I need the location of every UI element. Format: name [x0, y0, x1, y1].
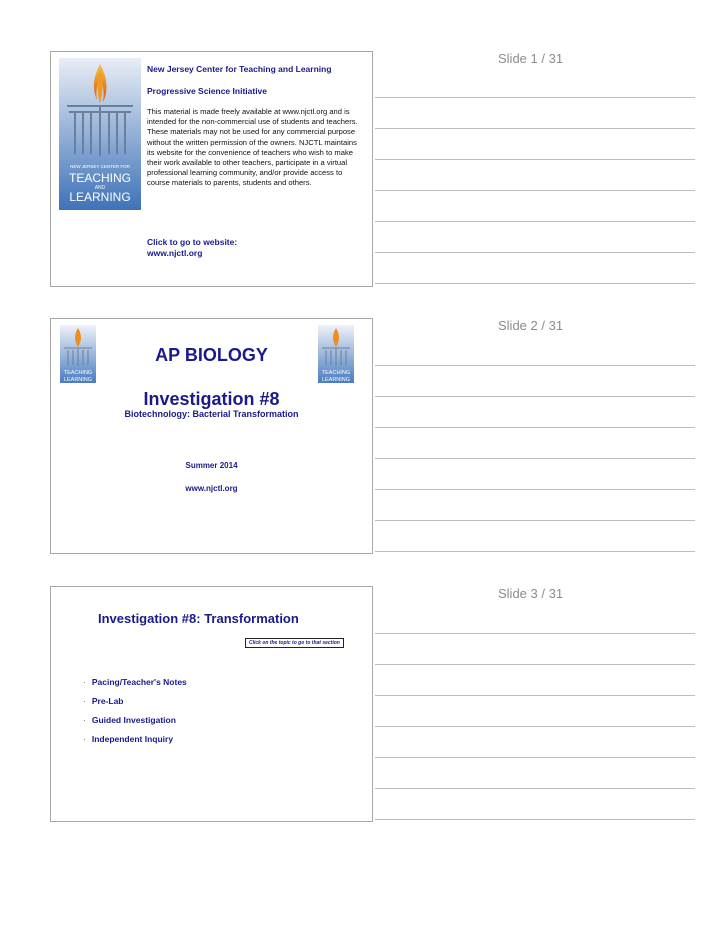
website-link-label: Click to go to website:	[147, 237, 238, 247]
topic-pre-lab[interactable]	[83, 696, 187, 715]
note-line	[375, 664, 695, 665]
slide-url[interactable]: www.njctl.org	[185, 484, 238, 493]
note-line	[375, 757, 695, 758]
logo-text-teaching: TEACHING	[63, 370, 93, 376]
slide-date: Summer 2014	[185, 461, 238, 470]
note-line	[375, 633, 695, 634]
note-line	[375, 283, 695, 284]
njctl-logo-icon	[59, 58, 141, 210]
note-line	[375, 97, 695, 98]
note-line	[375, 159, 695, 160]
note-line	[375, 819, 695, 820]
topic-label: Pacing/Teacher's Notes	[91, 677, 187, 687]
note-line	[375, 427, 695, 428]
slide-3-label: Slide 3 / 31	[498, 586, 564, 601]
note-line	[375, 520, 695, 521]
logo-text-learning: LEARNING	[321, 377, 351, 383]
logo-text-learning: LEARNING	[69, 190, 131, 204]
bullet-icon: ·	[83, 734, 86, 744]
note-line	[375, 252, 695, 253]
slide-title: AP BIOLOGY	[155, 345, 268, 365]
note-line	[375, 396, 695, 397]
note-line	[375, 365, 695, 366]
website-link[interactable]	[147, 237, 237, 259]
logo-text-top: NEW JERSEY CENTER FOR	[70, 164, 130, 169]
bullet-icon: ·	[83, 677, 86, 687]
logo-text-and: AND	[94, 185, 106, 191]
note-line	[375, 458, 695, 459]
investigation-title: Investigation #8	[143, 389, 280, 409]
note-line	[375, 190, 695, 191]
topic-label: Pre-Lab	[91, 696, 124, 706]
note-line	[375, 788, 695, 789]
navigation-hint: Click on the topic to go to that section	[245, 638, 344, 648]
investigation-subtitle: Biotechnology: Bacterial Transformation	[124, 409, 299, 419]
initiative-name: Progressive Science Initiative	[147, 86, 268, 96]
note-line	[375, 695, 695, 696]
slide-1[interactable]	[50, 51, 373, 287]
note-line	[375, 221, 695, 222]
note-line	[375, 128, 695, 129]
slide-2-label: Slide 2 / 31	[498, 318, 564, 333]
topic-label: Guided Investigation	[91, 715, 176, 725]
slide-3[interactable]	[50, 586, 373, 822]
bullet-icon: ·	[83, 715, 86, 725]
note-line	[375, 551, 695, 552]
note-line	[375, 726, 695, 727]
logo-text-teaching: TEACHING	[321, 370, 351, 376]
org-name: New Jersey Center for Teaching and Learning	[147, 64, 332, 74]
slide-1-label: Slide 1 / 31	[498, 51, 564, 66]
website-link-url: www.njctl.org	[147, 248, 203, 258]
slide-title: Investigation #8: Transformation	[98, 611, 299, 626]
logo-text-teaching: TEACHING	[68, 171, 132, 185]
topic-independent-inquiry[interactable]	[83, 734, 187, 753]
license-text: This material is made freely available at www.njctl.org and is intended for the non-commercial use of students and teachers. These materials may not be used for any commercial purpose without the written permission of the owners. NJCTL maintains its website for the convenience of teachers who wish to make their work available to other teachers, participate in a virtual professional learning community, and/or provide access to course materials to parents, students and others.	[147, 107, 358, 188]
topic-guided-investigation[interactable]	[83, 715, 187, 734]
bullet-icon: ·	[83, 696, 86, 706]
note-line	[375, 489, 695, 490]
topic-label: Independent Inquiry	[91, 734, 174, 744]
logo-text-learning: LEARNING	[63, 377, 93, 383]
topic-pacing[interactable]	[83, 677, 187, 696]
topic-list	[83, 677, 187, 753]
slide-2[interactable]	[50, 318, 373, 554]
